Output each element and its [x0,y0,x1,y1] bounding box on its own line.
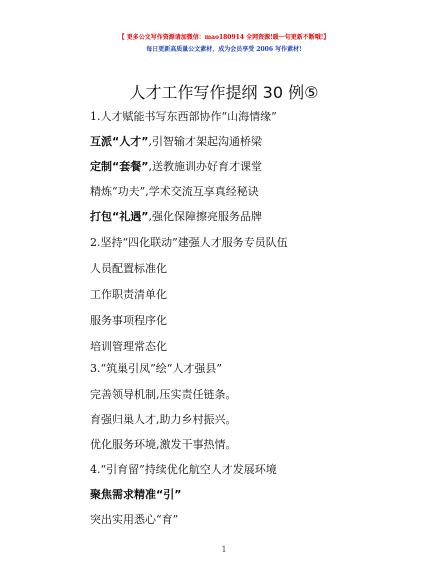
outline-line: 互派“人才”,引智输才架起沟通桥梁 [90,135,262,148]
outline-line: 突出实用悉心“育” [90,513,179,526]
outline-line: 精炼“功夫”,学术交流互享真经秘诀 [90,185,259,198]
outline-line: 1.人才赋能书写东西部协作“山海情缘” [90,110,277,123]
outline-line: 人员配置标准化 [90,262,167,275]
promo-banner-line-2: 每日更新高质量公文素材，成为会员享受 2006 写作素材! [146,46,302,53]
outline-line: 2.坚持“四化联动”建强人才服务专员队伍 [90,236,288,249]
outline-line: 服务事项程序化 [90,314,167,327]
promo-banner-line-1: 【 更多公文写作资源请加微信：mao180914 全网资源!暖一句更新不断哦!】 [118,34,330,41]
outline-line: 优化服务环境,激发干事热情。 [90,438,237,451]
outline-line: 完善领导机制,压实责任链条。 [90,388,237,401]
outline-line: 育强归巢人才,助力乡村振兴。 [90,413,237,426]
outline-line: 4.“引育留”持续优化航空人才发展环境 [90,463,277,476]
outline-line: 定制“套餐”,送教施训办好育才课堂 [90,160,262,173]
outline-line: 聚焦需求精准“引” [90,488,182,501]
outline-line: 培训管理常态化 [90,340,167,353]
outline-line: 打包“礼遇”,强化保障擦亮服务品牌 [90,210,262,223]
outline-line: 3.“筑巢引凤”绘“人才强县” [90,362,222,375]
document-title: 人才工作写作提纲 30 例⑤ [129,83,319,102]
page-number: 1 [221,545,227,554]
outline-line: 工作职责清单化 [90,288,167,301]
